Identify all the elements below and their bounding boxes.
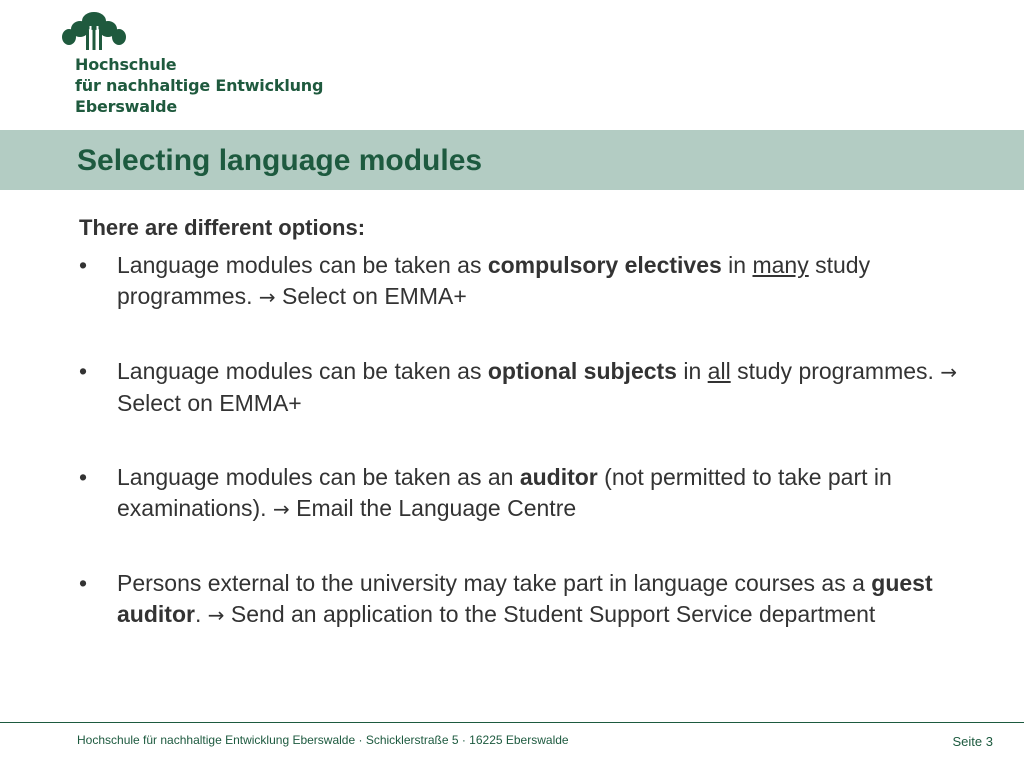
arrow-right-icon: → (940, 360, 958, 384)
bullet-icon: • (79, 464, 88, 490)
logo-line-3: Eberswalde (75, 97, 178, 116)
list-item (79, 462, 979, 525)
bullet-icon: • (79, 252, 88, 278)
bullet-text: study programmes. (730, 358, 941, 384)
bullet-underline: many (752, 252, 809, 278)
bullet-text: in (721, 252, 753, 278)
bullet-underline: all (707, 358, 731, 384)
intro-text: There are different options: (79, 215, 366, 240)
bullet-action: Select on EMMA+ (117, 390, 302, 416)
bullet-emphasis: optional subjects (487, 358, 677, 384)
slide-content (79, 212, 979, 674)
university-name (75, 54, 323, 117)
bullet-icon: • (79, 358, 88, 384)
list-item (79, 250, 979, 313)
bullet-emphasis: compulsory electives (487, 252, 722, 278)
bullet-emphasis: auditor (519, 464, 598, 490)
bullet-action: Email the Language Centre (289, 495, 577, 521)
bullet-text: Language modules can be taken as (117, 252, 488, 278)
logo-line-1: Hochschule (75, 55, 177, 74)
bullet-text: Language modules can be taken as (117, 358, 488, 384)
footer-address: Hochschule für nachhaltige Entwicklung Eberswalde · Schicklerstraße 5 · 16225 Eberswalde (77, 733, 569, 747)
bullet-emphasis: guest auditor (117, 570, 933, 627)
university-logo (62, 12, 332, 118)
list-item (79, 568, 979, 631)
footer-divider (0, 722, 1024, 723)
arrow-right-icon: → (207, 603, 225, 627)
bullet-action: Select on EMMA+ (275, 283, 467, 309)
bullet-text: Language modules can be taken as an (117, 464, 520, 490)
arrow-right-icon: → (258, 285, 276, 309)
page-number: Seite 3 (952, 734, 993, 749)
bullet-text: . (194, 601, 208, 627)
bullet-text: (not permitted to take part in examinations). (117, 464, 892, 521)
bullet-action: Send an application to the Student Support Service department (224, 601, 876, 627)
bullet-text: in (676, 358, 708, 384)
bullet-text: Persons external to the university may take part in language courses as a (117, 570, 872, 596)
bullet-icon: • (79, 570, 88, 596)
options-list (79, 250, 979, 631)
arrow-right-icon: → (272, 497, 290, 521)
logo-line-2: für nachhaltige Entwicklung (75, 76, 324, 95)
bullet-text: study programmes. (117, 252, 871, 309)
tree-logo-icon (62, 12, 126, 52)
slide-title: Selecting language modules (77, 144, 483, 177)
list-item (79, 356, 979, 419)
